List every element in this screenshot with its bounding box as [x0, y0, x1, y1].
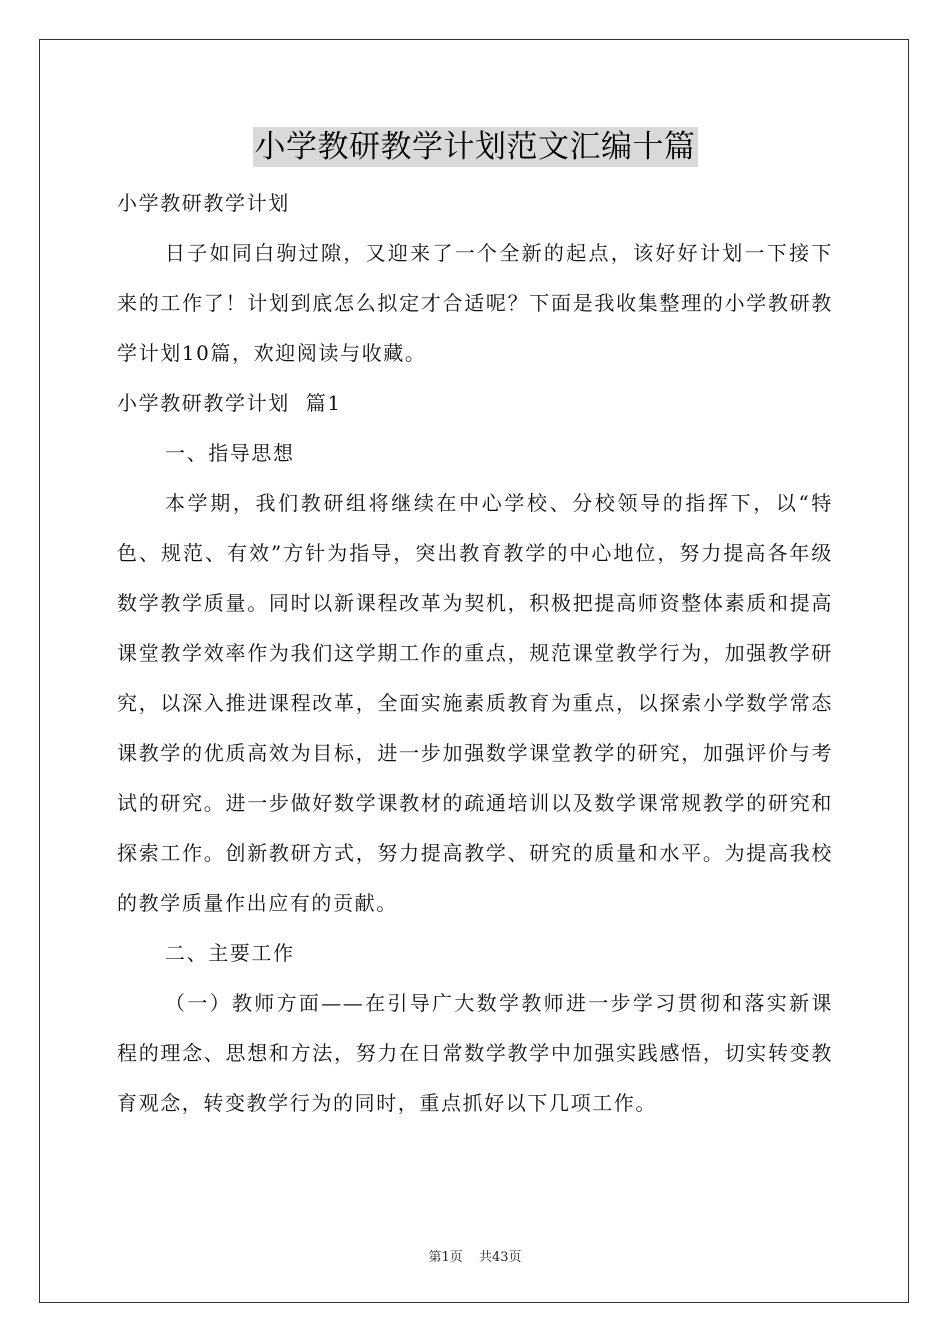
document-title: 小学教研教学计划范文汇编十篇 [254, 129, 696, 165]
section-heading: 小学教研教学计划 篇1 [117, 391, 342, 415]
paragraph-guiding-ideology: 本学期，我们教研组将继续在中心学校、分校领导的指挥下，以“特色、规范、有效”方针为指导，突出教育教学的中心地位，努力提高各年级数学教学质量。同时以新课程改革为契机，积极把提高师资整体素质和提高课堂教学效率作为我们这学期工作的重点，规范课堂教学行为，加强教学研究，以深入推进课程改革，全面实施素质教育为重点，以探索小学数学常态课教学的优质高效为目标，进一步加强数学课堂教学的研究，加强评价与考试的研究。进一步做好数学课教材的疏通培训以及数学课常规教学的研究和探索工作。创新教研方式，努力提高教学、研究的质量和水平。为提高我校的教学质量作出应有的贡献。 [117, 491, 833, 915]
title-container [0, 127, 950, 167]
heading-guiding-ideology: 一、指导思想 [165, 441, 295, 465]
heading-main-work: 二、主要工作 [165, 941, 295, 965]
intro-paragraph: 日子如同白驹过隙，又迎来了一个全新的起点，该好好计划一下接下来的工作了！计划到底怎么拟定才合适呢？下面是我收集整理的小学教研教学计划10篇，欢迎阅读与收藏。 [117, 241, 833, 365]
page-footer [0, 1246, 950, 1265]
page-number-current: 第1页 [428, 1250, 463, 1265]
document-body [117, 178, 833, 1128]
subtitle: 小学教研教学计划 [117, 191, 290, 215]
page-number-total: 共43页 [478, 1250, 522, 1265]
paragraph-teachers: （一）教师方面——在引导广大数学教师进一步学习贯彻和落实新课程的理念、思想和方法，努力在日常数学教学中加强实践感悟，切实转变教育观念，转变教学行为的同时，重点抓好以下几项工作。 [117, 991, 833, 1115]
